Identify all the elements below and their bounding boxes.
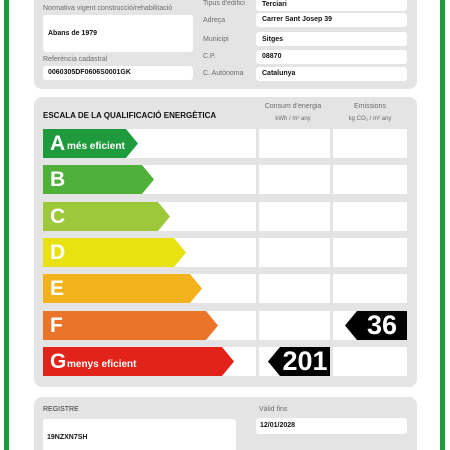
scale-title: ESCALA DE LA QUALIFICACIÓ ENERGÈTICA [43,111,217,120]
consum-header: Consum d'energia [264,103,322,110]
class-letter-a: A [50,132,66,155]
consum-unit: kWh / m² any [275,116,311,122]
cp-label: C.P. [203,53,216,60]
valid-value: 12/01/2028 [260,422,296,429]
class-letter-d: D [50,240,66,264]
emissions-rating-value: 36 [366,309,398,340]
registre-label: REGISTRE [43,406,79,413]
class-letter-f: F [50,313,63,337]
consum-cell-d [259,238,330,267]
adreca-value: Carrer Sant Josep 39 [262,16,333,23]
cp-value: 08870 [262,53,282,60]
class-letter-g: G [50,349,67,373]
normativa-value: Abans de 1979 [48,30,98,37]
consum-cell-f [259,311,330,340]
consum-rating-value: 201 [282,345,328,376]
class-letter-b: B [50,168,66,192]
registre-value: 19NZXN7SH [47,434,88,441]
consum-cell-c [259,202,330,231]
consum-cell-a [259,129,330,158]
emissions-cell-d [333,238,407,267]
class-arrow-f [43,311,218,340]
right-border [440,0,445,450]
consum-cell-e [259,274,330,303]
emissions-unit: kg CO₂ / m² any [348,116,392,122]
emissions-cell-e [333,274,407,303]
ca-label: C. Autònoma [203,70,244,77]
left-border [4,0,9,450]
emissions-header: Emissions [354,103,386,110]
emissions-cell-b [333,165,407,194]
emissions-cell-a [333,129,407,158]
class-arrow-e [43,274,202,303]
valid-label: Vàlid fins [259,406,288,413]
tipus-label: Tipus d'edifici [203,0,245,7]
class-note-g: menys eficient [67,358,137,370]
consum-cell-b [259,165,330,194]
emissions-cell-g [333,347,407,376]
tipus-value: Terciari [262,1,287,8]
normativa-label: Normativa vigent construcció/rehabilitació [43,5,173,12]
municipi-value: Sitges [262,36,284,43]
class-letter-c: C [50,204,66,228]
ref-value: 0060305DF0606S0001GK [48,69,131,76]
ca-value: Catalunya [262,70,296,77]
class-note-a: més eficient [67,141,125,152]
ref-label: Referència cadastral [43,56,108,63]
emissions-cell-c [333,202,407,231]
class-letter-e: E [50,277,65,301]
municipi-label: Municipi [203,36,229,43]
adreca-label: Adreça [203,17,226,24]
